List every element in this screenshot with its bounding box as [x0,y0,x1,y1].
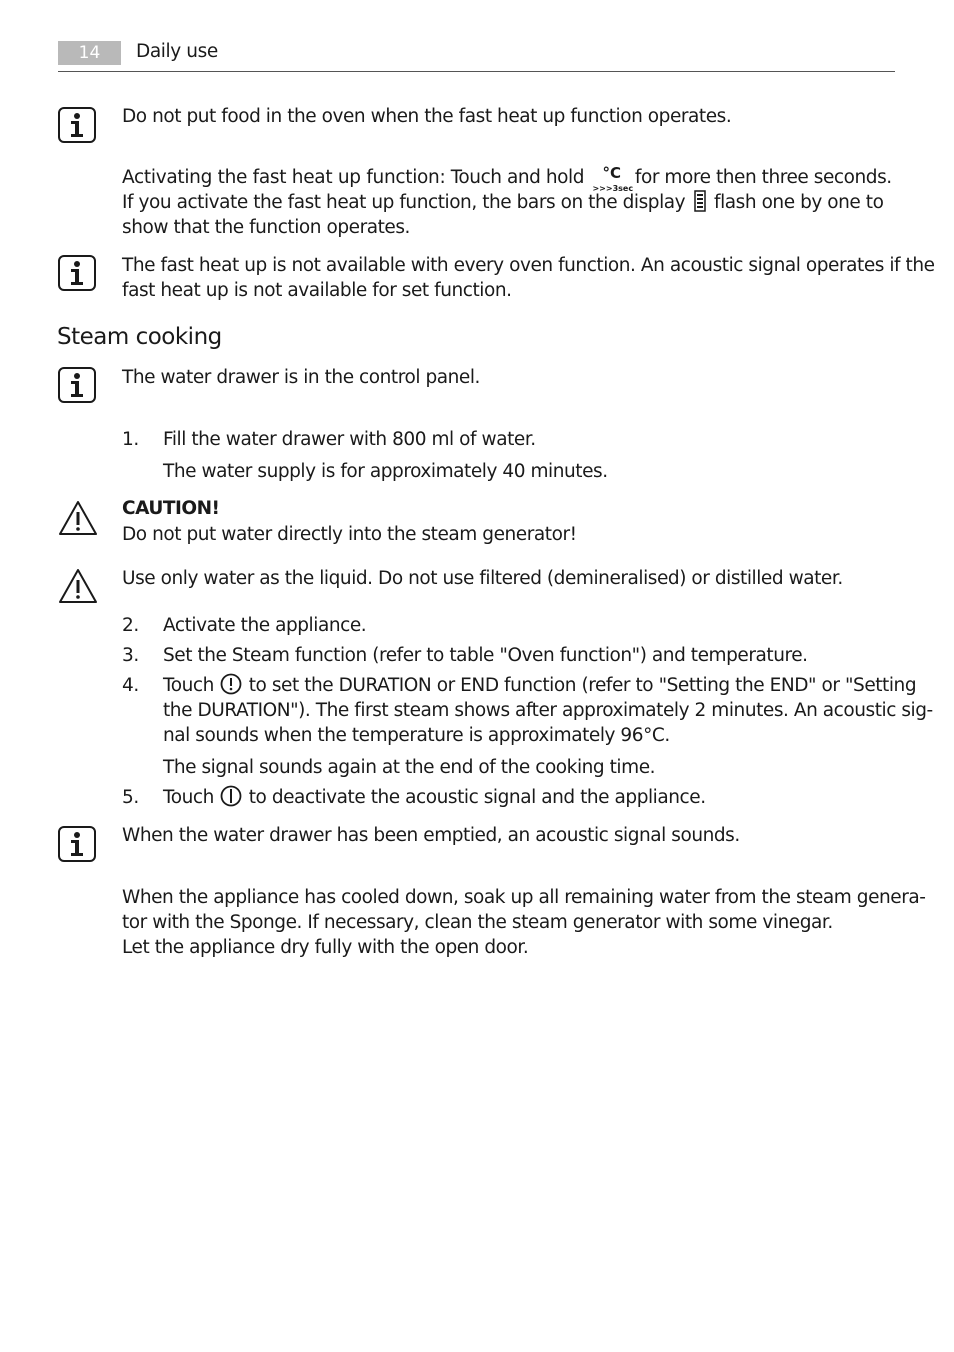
info-icon [58,255,96,291]
step-text: Touch to deactivate the acoustic signal and the appliance. [163,787,706,808]
step-subtext: The water supply is for approximately 40 minutes. [163,461,608,482]
step-text-continued: nal sounds when the temperature is approximately 96°C. [163,725,670,746]
activate-fast-heat-line3: show that the function operates. [122,217,410,238]
final-paragraph-line2: tor with the Sponge. If necessary, clean the steam generator with some vinegar. [122,912,833,933]
step-subtext: The signal sounds again at the end of the cooking time. [163,757,656,778]
step-text-continued: the DURATION"). The first steam shows after approximately 2 minutes. An acoustic sig- [163,700,933,721]
final-paragraph-line3: Let the appliance dry fully with the open door. [122,937,529,958]
note-water-drawer-emptied: When the water drawer has been emptied, an acoustic signal sounds. [122,825,740,846]
display-bars-icon [694,190,706,212]
header-divider [58,71,895,72]
info-icon [58,107,96,143]
step-text: Activate the appliance. [163,615,367,636]
warning-icon [58,568,98,604]
activate-fast-heat-line2: If you activate the fast heat up function, the bars on the display flash one by one to [122,192,884,213]
step-number: 5. [122,787,139,808]
note-fast-heat-availability-1: The fast heat up is not available with every oven function. An acoustic signal operates if the [122,255,935,276]
info-icon [58,826,96,862]
warning-water-only: Use only water as the liquid. Do not use filtered (demineralised) or distilled water. [122,568,843,589]
step-number: 4. [122,675,139,696]
info-icon [58,367,96,403]
power-icon [220,785,242,807]
section-title: Daily use [136,41,218,62]
step-number: 3. [122,645,139,666]
clock-alert-icon [220,673,242,695]
note-fast-heat-availability-2: fast heat up is not available for set function. [122,280,512,301]
note-water-drawer: The water drawer is in the control panel. [122,367,480,388]
warning-icon [58,500,98,536]
section-heading-steam-cooking: Steam cooking [57,324,222,350]
step-number: 2. [122,615,139,636]
activate-fast-heat-line1: Activating the fast heat up function: Touch and hold °C >>>3sec for more then three seconds. [122,164,892,193]
caution-title: CAUTION! [122,498,220,519]
page-number: 14 [58,41,121,65]
caution-text: Do not put water directly into the steam generator! [122,524,577,545]
step-text: Fill the water drawer with 800 ml of water. [163,429,536,450]
step-text: Touch to set the DURATION or END function (refer to "Setting the END" or "Setting [163,675,917,696]
step-text: Set the Steam function (refer to table "Oven function") and temperature. [163,645,808,666]
note-fast-heat-food: Do not put food in the oven when the fast heat up function operates. [122,106,732,127]
activate-title: Activating the fast heat up function [122,167,440,188]
fast-heat-up-icon: °C >>>3sec [592,164,634,193]
final-paragraph-line1: When the appliance has cooled down, soak up all remaining water from the steam genera- [122,887,926,908]
step-number: 1. [122,429,139,450]
